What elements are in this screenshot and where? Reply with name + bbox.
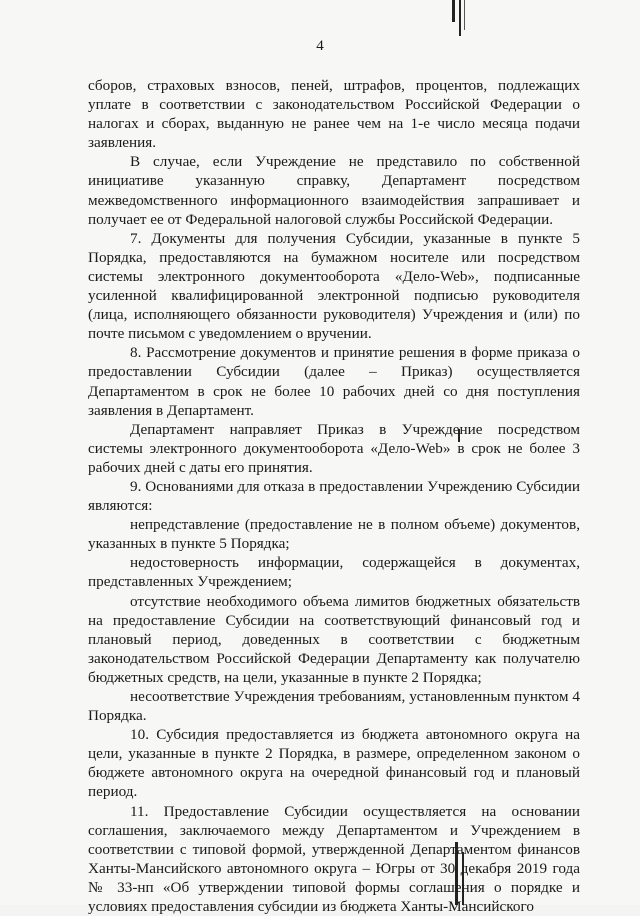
- paragraph: несоответствие Учреждения требованиям, установленным пунктом 4 Порядка.: [88, 688, 580, 725]
- paragraph: 10. Субсидия предоставляется из бюджета автономного округа на цели, указанные в пункте 2 Порядка, в размере, определенном законом о бюджете автономного округа на очередной финансовый год и плановый период.: [88, 726, 580, 801]
- paragraph: 9. Основаниями для отказа в предоставлении Учреждению Субсидии являются:: [88, 477, 580, 515]
- paragraph: 11. Предоставление Субсидии осуществляется на основании соглашения, заключаемого между Департаментом и Учреждением в соответствии с типовой формой, утвержденной Департаментом финансов Ханты-Мансийского автономного округа – Югры от 30 декабря 2019 года № 33-нп «Об утверждении типовой формы соглашения о порядке и условиях предоставления субсидии из бюджета Ханты-Мансийского: [88, 802, 580, 916]
- paragraph: недостоверность информации, содержащейся в документах, представленных Учреждением;: [88, 554, 580, 591]
- paragraph: сборов, страховых взносов, пеней, штрафов, процентов, подлежащих уплате в соответствии с законодательством Российской Федерации о налогах и сборах, выданную не ранее чем на 1-е число месяца подачи заявления.: [88, 77, 580, 152]
- paragraph: отсутствие необходимого объема лимитов бюджетных обязательств на предоставление Субсидии на соответствующий финансовый год и плановый период, доведенных в соответствии с бюджетным законодательством Российской Федерации Департаменту как получателю бюджетных средств, на цели, указанные в пункте 2 Порядка;: [88, 592, 580, 686]
- page-number: 4: [316, 38, 324, 54]
- document-body: [88, 76, 580, 916]
- paragraph: 8. Рассмотрение документов и принятие решения в форме приказа о предоставлении Субсидии (далее – Приказ) осуществляется Департаментом в срок не более 10 рабочих дней со дня поступления заявления в Департамент.: [88, 344, 580, 419]
- scan-artifact-top: [464, 0, 465, 30]
- scan-artifact-top: [459, 0, 461, 36]
- paragraph: Департамент направляет Приказ в Учреждение посредством системы электронного документооборота «Дело-Web» в срок не более 3 рабочих дней с даты его принятия.: [88, 420, 580, 476]
- scan-artifact-top: [452, 0, 455, 22]
- paragraph: 7. Документы для получения Субсидии, указанные в пункте 5 Порядка, предоставляются на бумажном носителе или посредством системы электронного документооборота «Дело-Web», подписанные усиленной квалифицированной электронной подписью руководителя (лица, исполняющего обязанности руководителя) Учреждения и (или) по почте письмом с уведомлением о вручении.: [88, 229, 580, 343]
- paragraph: В случае, если Учреждение не представило по собственной инициативе указанную справку, Департамент посредством межведомственного информационного взаимодействия запрашивает и получает ее от Федеральной налоговой службы Российской Федерации.: [88, 153, 580, 228]
- paragraph: непредставление (предоставление не в полном объеме) документов, указанных в пункте 5 Порядка;: [88, 516, 580, 553]
